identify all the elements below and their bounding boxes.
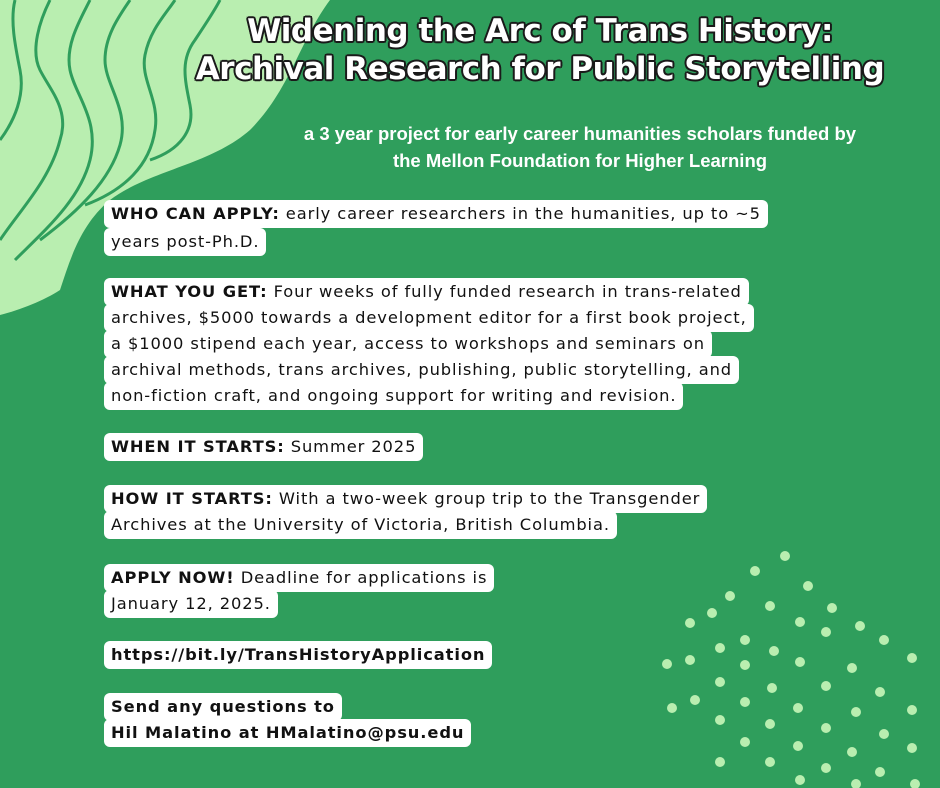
apply-text-1: Deadline for applications is <box>234 568 488 587</box>
what-line-2 <box>104 304 754 332</box>
who-text-1: early career researchers in the humanities, up to ~5 <box>279 204 761 223</box>
apply-line-1 <box>104 564 494 592</box>
when-label: WHEN IT STARTS: <box>111 437 285 456</box>
contact-line-2 <box>104 719 471 747</box>
what-line-5 <box>104 382 683 410</box>
dot-pattern <box>662 551 920 788</box>
what-text-3: a $1000 stipend each year, access to workshops and seminars on <box>111 334 705 353</box>
application-link[interactable] <box>104 641 492 669</box>
what-text-4: archival methods, trans archives, publishing, public storytelling, and <box>111 360 733 379</box>
what-line-4 <box>104 356 739 384</box>
who-text-2: years post-Ph.D. <box>111 232 260 251</box>
when-text: Summer 2025 <box>284 437 417 456</box>
what-text-5: non-fiction craft, and ongoing support for writing and revision. <box>111 386 677 405</box>
when-line <box>104 433 423 461</box>
apply-line-2 <box>104 590 278 618</box>
how-line-2 <box>104 511 617 539</box>
contact-text-2: Hil Malatino at HMalatino@psu.edu <box>111 723 465 742</box>
application-link-text[interactable]: https://bit.ly/TransHistoryApplication <box>111 645 486 664</box>
what-line-1 <box>104 278 749 306</box>
subtitle <box>240 120 920 174</box>
who-line-2 <box>104 228 266 256</box>
subtitle-line-2: the Mellon Foundation for Higher Learning <box>392 150 768 171</box>
who-line-1 <box>104 200 768 228</box>
subtitle-line-1: a 3 year project for early career humanities scholars funded by <box>303 123 857 144</box>
contact-line-1 <box>104 693 342 721</box>
what-text-2: archives, $5000 towards a development editor for a first book project, <box>111 308 747 327</box>
how-text-2: Archives at the University of Victoria, British Columbia. <box>111 515 610 534</box>
how-label: HOW IT STARTS: <box>111 489 273 508</box>
apply-label: APPLY NOW! <box>111 568 235 587</box>
contact-text-1: Send any questions to <box>111 697 335 716</box>
title-line-1: Widening the Arc of Trans History: <box>247 13 833 49</box>
page-title <box>150 12 930 88</box>
what-text-1: Four weeks of fully funded research in trans-related <box>267 282 742 301</box>
what-line-3 <box>104 330 712 358</box>
title-line-2: Archival Research for Public Storytelling <box>195 51 885 87</box>
how-line-1 <box>104 485 707 513</box>
apply-text-2: January 12, 2025. <box>111 594 271 613</box>
who-label: WHO CAN APPLY: <box>111 204 280 223</box>
how-text-1: With a two-week group trip to the Transgender <box>272 489 701 508</box>
what-label: WHAT YOU GET: <box>111 282 268 301</box>
